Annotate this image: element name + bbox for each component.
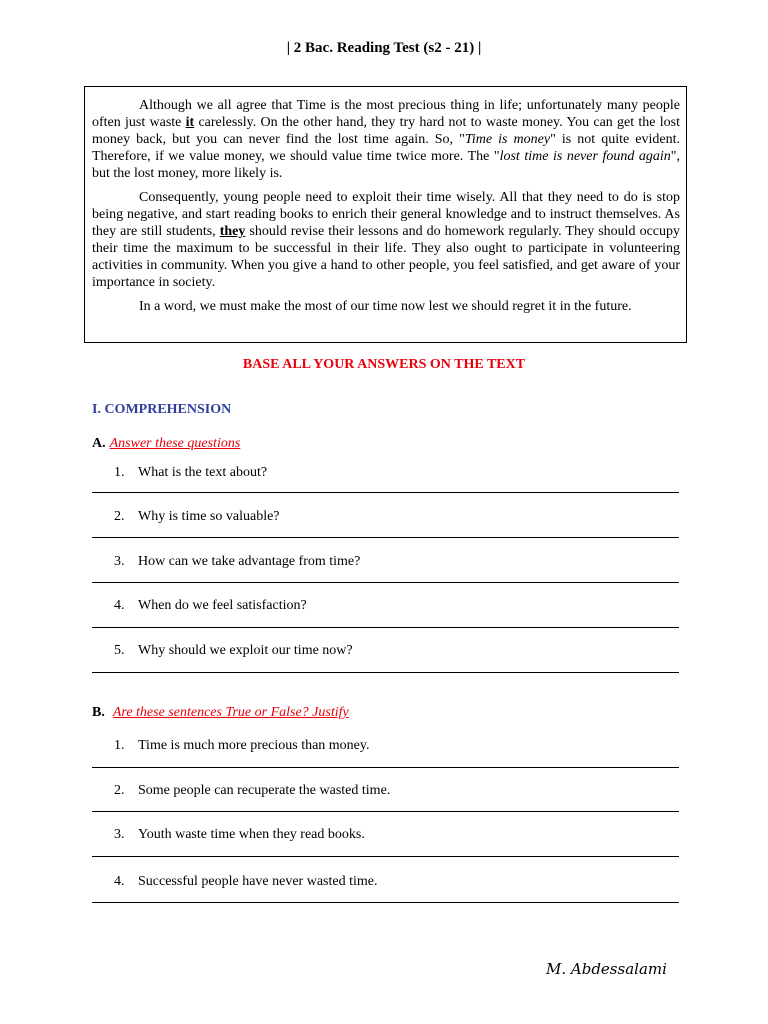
underlined-word-they: they <box>219 224 246 239</box>
answer-line[interactable] <box>92 582 679 583</box>
text-run: Consequently, young people need to exploit their time wisely. All that they need to do is stop being negative, and start reading books to enrich their general knowledge and to instruct themselves. As they are still students, <box>92 190 680 239</box>
passage-paragraph-3: In a word, we must make the most of our time now lest we should regret it in the future. <box>139 299 632 314</box>
italic-quote: lost time is never found again <box>499 149 671 164</box>
section-heading: I. COMPREHENSION <box>92 402 232 417</box>
question-a-1 <box>114 465 267 481</box>
question-text: Time is much more precious than money. <box>138 738 370 753</box>
text-run: " is not quite evident. Therefore, if we value money, we should value time twice more. The " <box>92 132 680 164</box>
part-instruction: Answer these questions <box>109 436 241 451</box>
answer-line[interactable] <box>92 902 679 903</box>
italic-quote: Time is money <box>464 132 551 147</box>
answer-line[interactable] <box>92 672 679 673</box>
question-a-5 <box>114 643 353 659</box>
question-text: Successful people have never wasted time. <box>138 874 378 889</box>
question-number: 4. <box>114 874 125 889</box>
question-number: 5. <box>114 643 125 658</box>
author-signature: M. Abdessalami <box>546 960 667 978</box>
question-number: 3. <box>114 554 125 569</box>
answer-line[interactable] <box>92 627 679 628</box>
passage-paragraph-1 <box>92 97 680 182</box>
reading-passage <box>84 86 687 343</box>
question-a-2 <box>114 509 280 525</box>
question-number: 2. <box>114 509 125 524</box>
question-number: 3. <box>114 827 125 842</box>
answer-line[interactable] <box>92 767 679 768</box>
question-b-3 <box>114 827 365 843</box>
question-number: 1. <box>114 738 125 753</box>
question-number: 4. <box>114 598 125 613</box>
question-text: Some people can recuperate the wasted time. <box>138 783 391 798</box>
question-text: When do we feel satisfaction? <box>138 598 307 613</box>
passage-paragraph-2 <box>92 189 680 291</box>
instruction-heading: BASE ALL YOUR ANSWERS ON THE TEXT <box>242 357 526 372</box>
answer-line[interactable] <box>92 856 679 857</box>
part-label: A. <box>92 436 106 451</box>
question-text: What is the text about? <box>138 465 268 480</box>
question-number: 1. <box>114 465 125 480</box>
part-a-heading <box>92 436 240 452</box>
text-run: carelessly. On the other hand, they try hard not to waste money. You can get the lost money back, but you can never find the lost time again. So, " <box>92 115 680 147</box>
page-title: | 2 Bac. Reading Test (s2 - 21) | <box>286 40 482 56</box>
part-label: B. <box>92 705 105 720</box>
question-b-1 <box>114 738 370 754</box>
part-b-heading <box>92 705 349 721</box>
underlined-word-it: it <box>185 115 195 130</box>
question-number: 2. <box>114 783 125 798</box>
question-text: How can we take advantage from time? <box>138 554 361 569</box>
question-text: Why should we exploit our time now? <box>138 643 353 658</box>
answer-line[interactable] <box>92 537 679 538</box>
question-b-2 <box>114 783 390 799</box>
text-run: ", but the lost money, more likely is. <box>92 149 680 181</box>
answer-line[interactable] <box>92 492 679 493</box>
question-b-4 <box>114 874 377 890</box>
question-text: Why is time so valuable? <box>138 509 280 524</box>
answer-line[interactable] <box>92 811 679 812</box>
question-a-4 <box>114 598 307 614</box>
text-run: should revise their lessons and do homework regularly. They should occupy their time the maximum to be successful in their life. They also ought to participate in volunteering activities in community. When you give a hand to other people, you feel satisfied, and get aware of your importance in society. <box>92 224 681 290</box>
question-text: Youth waste time when they read books. <box>138 827 365 842</box>
part-instruction: Are these sentences True or False? Justify <box>112 705 349 720</box>
text-run: Although we all agree that Time is the most precious thing in life; unfortunately many people often just waste <box>92 98 680 130</box>
question-a-3 <box>114 554 360 570</box>
